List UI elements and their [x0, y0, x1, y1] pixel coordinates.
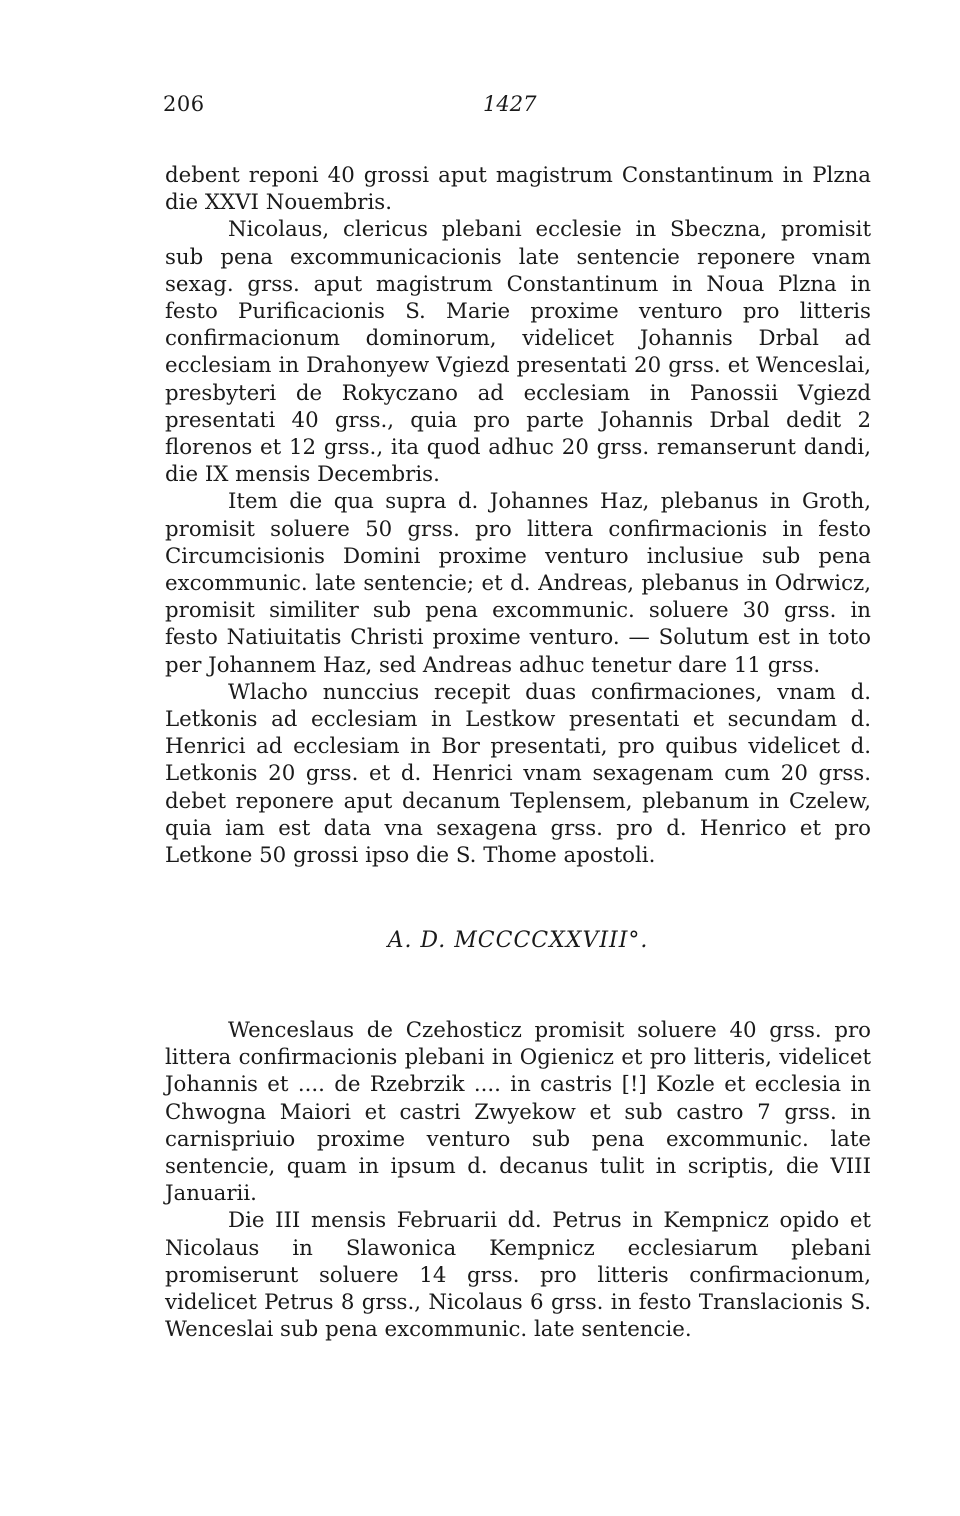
entries-1428: [165, 1017, 871, 1343]
page-number: 206: [163, 92, 205, 116]
entry-paragraph: Item die qua supra d. Johannes Haz, plebanus in Groth, promisit soluere 50 grss. pro littera confirmacionis in festo Circumcisionis Domini proxime venturo inclusiue sub pena excommunic. late sentencie; et d. Andreas, plebanus in Odrwicz, promisit similiter sub pena excommunic. soluere 30 grss. in festo Natiuitatis Christi proxime venturo. — Solutum est in toto per Johannem Haz, sed Andreas adhuc tenetur dare 11 grss.: [165, 489, 871, 678]
entry-paragraph: Nicolaus, clericus plebani ecclesie in Sbeczna, promisit sub pena excommunicacionis late sentencie reponere vnam sexag. grss. aput magistrum Constantinum in Noua Plzna in festo Purificacionis S. Marie proxime venturo pro litteris confirmacionum dominorum, videlicet Johannis Drbal ad ecclesiam in Drahonyew Vgiezd presentati 20 grss. et Wenceslai, presbyteri de Rokyczano ad ecclesiam in Panossii Vgiezd presentati 40 grss., quia pro parte Johannis Drbal dedit 2 florenos et 12 grss., ita quod adhuc 20 grss. remanserunt dandi, die IX mensis Decembris.: [165, 217, 871, 488]
running-head-year: 1427: [483, 92, 537, 116]
entries-1427: [165, 162, 871, 869]
section-heading: A. D. MCCCCXXVIII°.: [387, 928, 649, 953]
entry-paragraph: Die III mensis Februarii dd. Petrus in Kempnicz opido et Nicolaus in Slawonica Kempnicz ecclesiarum plebani promiserunt soluere 14 grss. pro litteris confirmacionum, videlicet Petrus 8 grss., Nicolaus 6 grss. in festo Translacionis S. Wenceslai sub pena excommunic. late sentencie.: [165, 1208, 871, 1343]
entry-paragraph: Wenceslaus de Czehosticz promisit soluere 40 grss. pro littera confirmacionis plebani in Ogienicz et pro litteris, videlicet Johannis et .... de Rzebrzik .... in castris [!] Kozle et ecclesia in Chwogna Maiori et castri Zwyekow et sub castro 7 grss. in carnispriuio proxime venturo sub pena excommunic. late sentencie, quam in ipsum d. decanus tulit in scriptis, die VIII Januarii.: [165, 1018, 871, 1207]
entry-paragraph: debent reponi 40 grossi aput magistrum Constantinum in Plzna die XXVI Nouembris.: [165, 163, 871, 216]
running-head: [163, 92, 875, 122]
entry-paragraph: Wlacho nunccius recepit duas confirmaciones, vnam d. Letkonis ad ecclesiam in Lestkow presentati et secundam d. Henrici ad ecclesiam in Bor presentati, pro quibus videlicet d. Letkonis 20 grss. et d. Henrici vnam sexagenam cum 20 grss. debet reponere aput decanum Teplensem, plebanum in Czelew, quia iam est data vna sexagena grss. pro d. Henrico et pro Letkone 50 grossi ipso die S. Thome apostoli.: [165, 679, 871, 869]
